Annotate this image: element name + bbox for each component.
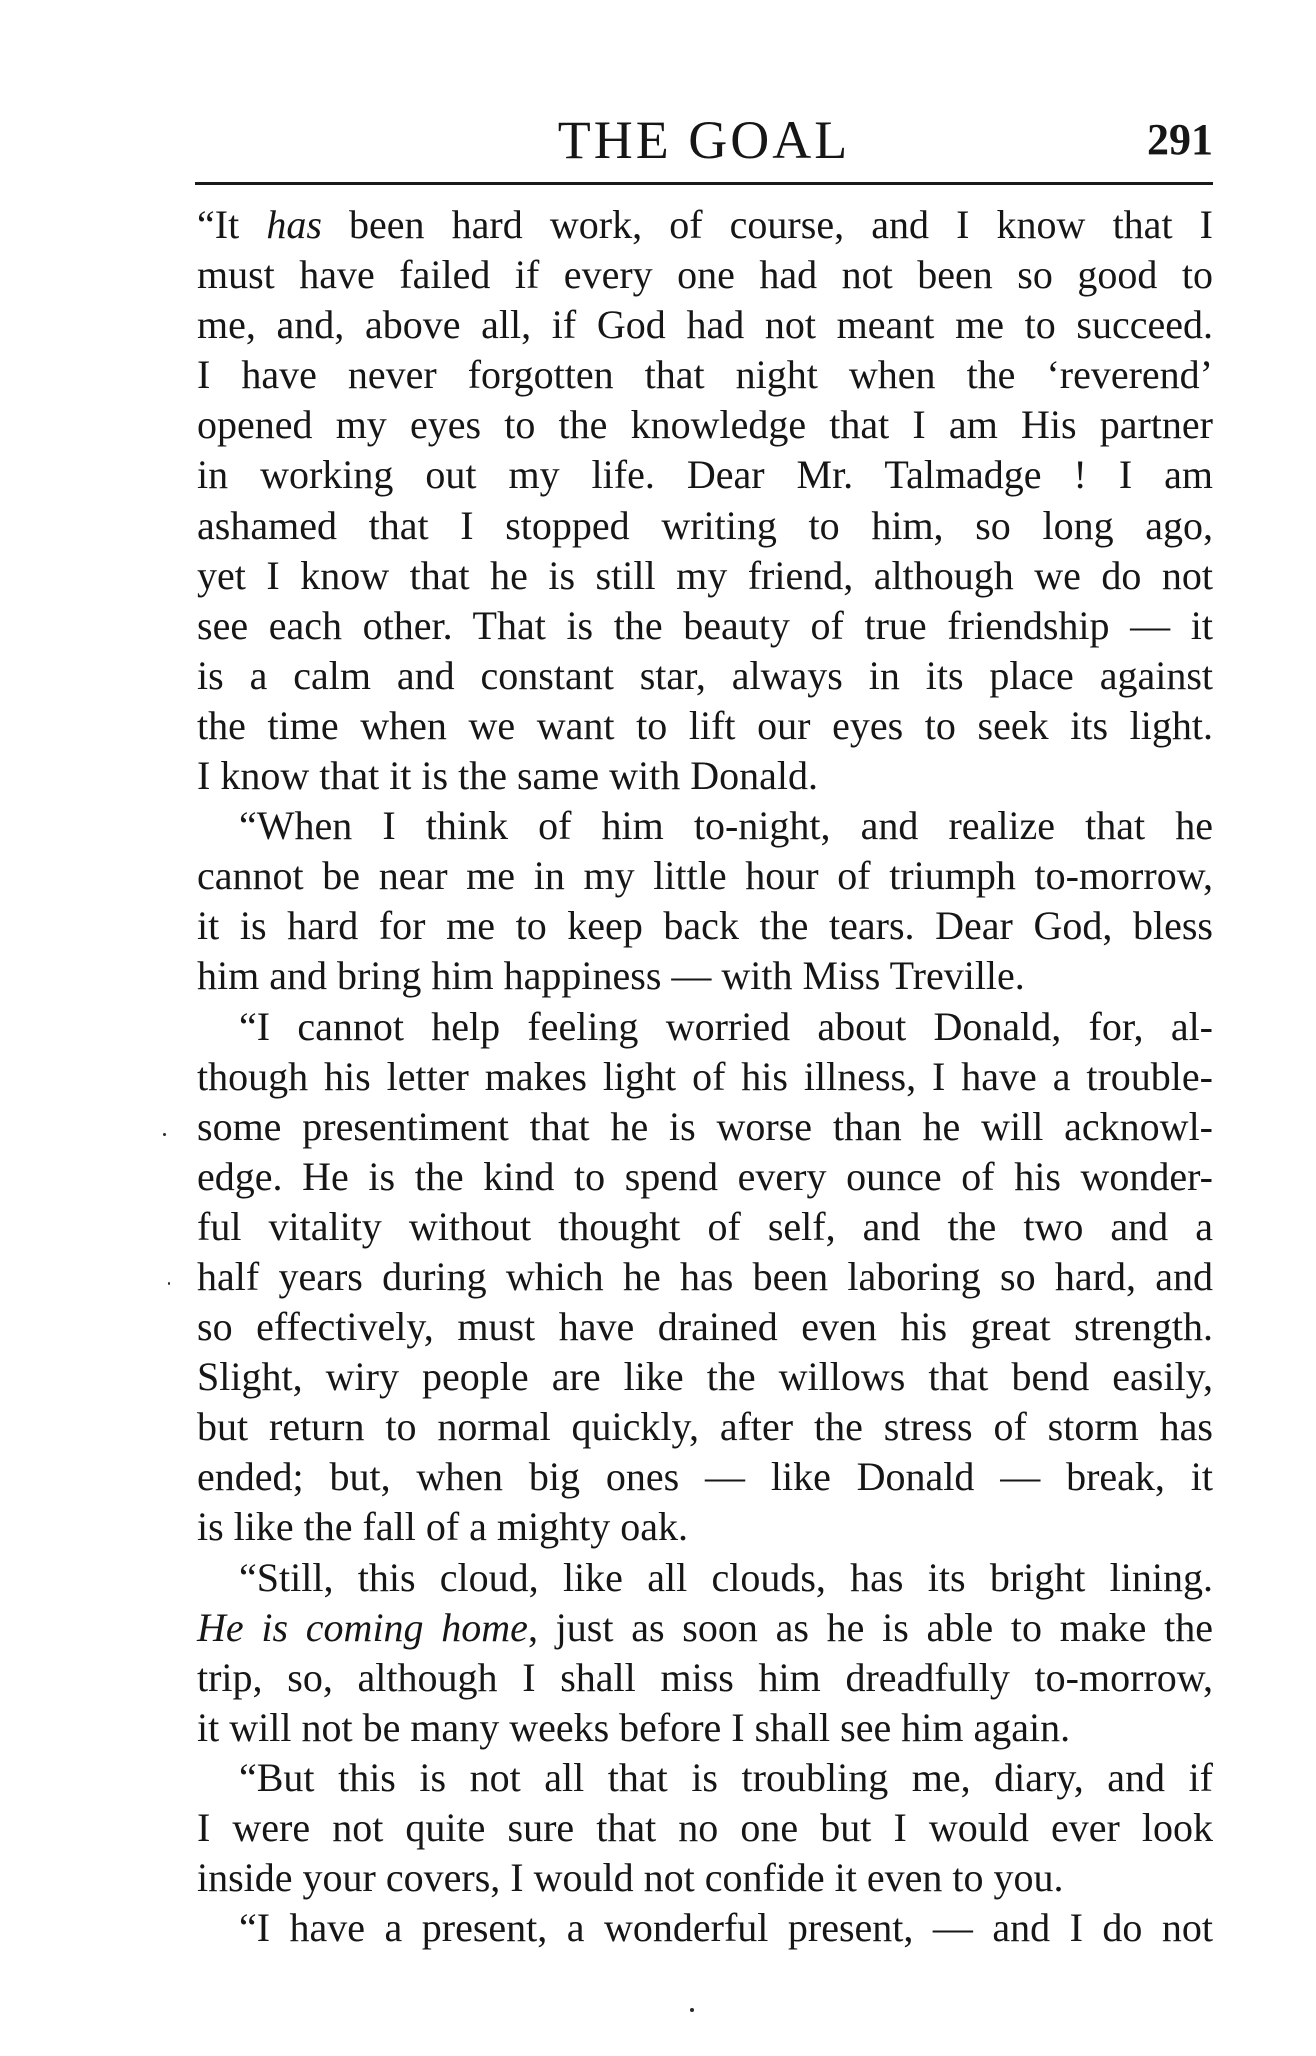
text-line: though his letter makes light of his illness, I have a trouble- — [197, 1053, 1213, 1099]
text-line: I know that it is the same with Donald. — [197, 753, 819, 799]
text-line: cannot be near me in my little hour of triumph to-morrow, — [197, 853, 1213, 899]
paragraph — [197, 200, 1213, 801]
text-line — [197, 200, 1213, 250]
text-line: “When I think of him to-night, and realize that he — [239, 803, 1213, 849]
text-line: “But this is not all that is troubling me, diary, and if — [239, 1754, 1213, 1800]
italic-emphasis: has — [266, 202, 322, 247]
scan-speck — [163, 1133, 166, 1136]
text-line: ful vitality without thought of self, and the two and a — [197, 1203, 1213, 1249]
text-line: yet I know that he is still my friend, although we do not — [197, 552, 1213, 598]
text-line: me, and, above all, if God had not meant me to succeed. — [197, 302, 1213, 348]
running-head — [195, 110, 1213, 170]
scan-speck — [168, 1282, 170, 1285]
running-title: THE GOAL — [557, 110, 851, 170]
text-segment: , just as soon as he is able to make the — [527, 1604, 1213, 1650]
text-line: some presentiment that he is worse than he will acknowl- — [197, 1103, 1213, 1149]
text-line: it is hard for me to keep back the tears. Dear God, bless — [197, 903, 1213, 949]
text-line: I were not quite sure that no one but I would ever look — [197, 1805, 1213, 1850]
paragraph — [197, 1553, 1213, 1753]
paragraph — [197, 1002, 1213, 1553]
text-line: see each other. That is the beauty of true friendship — it — [197, 602, 1213, 648]
paragraph — [197, 1903, 1213, 1953]
italic-emphasis: He is coming home — [197, 1604, 528, 1650]
page-number: 291 — [1147, 115, 1213, 164]
text-line: edge. He is the kind to spend every ounce of his wonder- — [197, 1153, 1213, 1199]
text-line: is like the fall of a mighty oak. — [197, 1504, 688, 1550]
text-line: opened my eyes to the knowledge that I am His partner — [197, 402, 1213, 448]
text-line: him and bring him happiness — with Miss Treville. — [197, 953, 1025, 999]
text-segment: been hard work, of course, and I know that I — [321, 202, 1214, 247]
text-line: I have never forgotten that night when the ‘reverend’ — [197, 352, 1213, 398]
text-line: “I have a present, a wonderful present, — and I do not — [239, 1905, 1213, 1951]
text-line: Slight, wiry people are like the willows that bend easily, — [197, 1354, 1213, 1400]
text-line: ended; but, when big ones — like Donald — break, it — [197, 1454, 1213, 1500]
text-line: so effectively, must have drained even his great strength. — [197, 1304, 1213, 1350]
text-line: half years during which he has been laboring so hard, and — [197, 1253, 1213, 1299]
body-text — [197, 200, 1213, 1953]
text-line — [197, 1603, 1213, 1653]
text-line: “Still, this cloud, like all clouds, has its bright lining. — [239, 1554, 1213, 1600]
text-line: the time when we want to lift our eyes to seek its light. — [197, 702, 1213, 748]
text-line: must have failed if every one had not been so good to — [197, 252, 1213, 298]
paragraph — [197, 1753, 1213, 1903]
text-line: inside your covers, I would not confide it even to you. — [197, 1855, 1064, 1901]
text-line: it will not be many weeks before I shall see him again. — [197, 1704, 1071, 1750]
text-line: trip, so, although I shall miss him dreadfully to-morrow, — [197, 1654, 1213, 1700]
header-rule — [195, 182, 1213, 185]
text-line: “I cannot help feeling worried about Donald, for, al- — [239, 1003, 1213, 1049]
scan-speck — [690, 2008, 694, 2012]
paragraph — [197, 801, 1213, 1001]
text-line: is a calm and constant star, always in its place against — [197, 652, 1213, 698]
text-line: in working out my life. Dear Mr. Talmadge ! I am — [197, 452, 1213, 498]
text-line: ashamed that I stopped writing to him, so long ago, — [197, 502, 1213, 548]
text-line: but return to normal quickly, after the stress of storm has — [197, 1404, 1213, 1450]
text-segment: “It — [197, 202, 267, 247]
